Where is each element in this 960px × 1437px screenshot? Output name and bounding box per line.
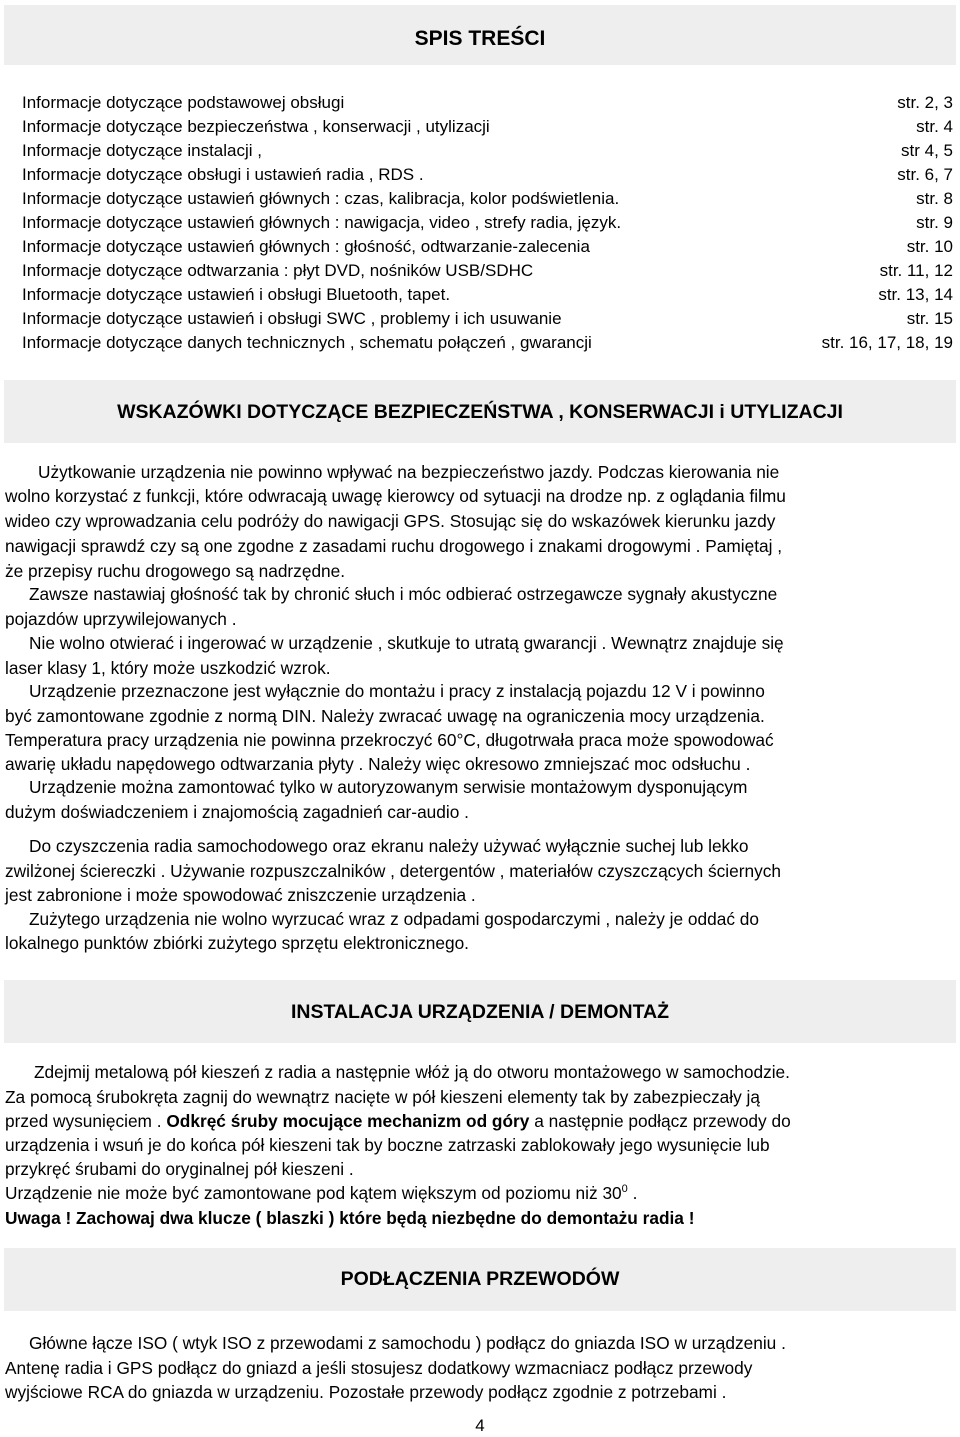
toc-entry xyxy=(22,235,953,259)
toc-entry-title: Informacje dotyczące ustawień głównych : czas, kalibracja, kolor podświetlenia. xyxy=(22,189,620,208)
safety-header-band xyxy=(4,380,956,443)
body-line: jest zabronione i może spowodować zniszczenie urządzenia . xyxy=(5,885,476,905)
page-number: 4 xyxy=(475,1416,485,1435)
text-run: przed wysunięciem . xyxy=(5,1111,167,1131)
body-line: wyjściowe RCA do gniazda w urządzeniu. Pozostałe przewody podłącz zgodnie z potrzebami . xyxy=(5,1382,727,1402)
toc-entry xyxy=(22,259,953,283)
body-line: Główne łącze ISO ( wtyk ISO z przewodami z samochodu ) podłącz do gniazda ISO w urządzeniu . xyxy=(29,1333,786,1353)
toc-entry xyxy=(22,307,953,331)
toc-entry xyxy=(22,211,953,235)
install-header-band xyxy=(4,980,956,1043)
table-of-contents xyxy=(22,91,953,355)
wiring-header-band xyxy=(4,1248,956,1311)
toc-entry-pages: str. 11, 12 xyxy=(879,261,953,280)
body-line: Nie wolno otwierać i ingerować w urządzenie , skutkuje to utratą gwarancji . Wewnątrz znajduje się xyxy=(29,633,784,653)
body-line: Zużytego urządzenia nie wolno wyrzucać wraz z odpadami gospodarczymi , należy je oddać do xyxy=(29,909,760,929)
degree-superscript: 0 xyxy=(621,1183,628,1196)
toc-heading: SPIS TREŚCI xyxy=(414,27,546,50)
body-line: nawigacji sprawdź czy są one zgodne z zasadami ruchu drogowego i znakami drogowymi . Pamiętaj , xyxy=(5,536,783,556)
toc-entry-pages: str. 15 xyxy=(906,309,953,328)
toc-entry xyxy=(22,187,953,211)
toc-entry-title: Informacje dotyczące bezpieczeństwa , konserwacji , utylizacji xyxy=(22,117,490,136)
toc-entry-title: Informacje dotyczące ustawień i obsługi Bluetooth, tapet. xyxy=(22,285,451,304)
toc-entry xyxy=(22,283,953,307)
body-line: urządzenia i wsuń je do końca pół kieszeni tak by boczne zatrzaski zablokowały jego wysunięcie lub xyxy=(5,1135,770,1155)
safety-heading: WSKAZÓWKI DOTYCZĄCE BEZPIECZEŃSTWA , KONSERWACJI i UTYLIZACJI xyxy=(117,401,843,423)
body-line: wideo czy wprowadzania celu podróży do nawigacji GPS. Stosując się do wskazówek kierunku jazdy xyxy=(5,511,776,531)
toc-entry-pages: str. 8 xyxy=(916,189,953,208)
body-line xyxy=(5,1183,637,1204)
toc-entry-title: Informacje dotyczące podstawowej obsługi xyxy=(22,93,345,112)
text-run: a następnie podłącz przewody do xyxy=(529,1111,791,1131)
toc-entry-pages: str. 9 xyxy=(916,213,953,232)
body-line: Użytkowanie urządzenia nie powinno wpływać na bezpieczeństwo jazdy. Podczas kierowania nie xyxy=(38,462,780,482)
body-line: Zdejmij metalową pół kieszeń z radia a następnie włóż ją do otworu montażowego w samochodzie. xyxy=(34,1062,790,1082)
body-line: Temperatura pracy urządzenia nie powinna przekroczyć 60°C, długotrwała praca może spowodować xyxy=(5,730,774,750)
body-line: wolno korzystać z funkcji, które odwracają uwagę kierowcy od sytuacji na drodze np. z oglądania filmu xyxy=(5,486,786,506)
body-line: Za pomocą śrubokręta zagnij do wewnątrz nacięte w pół kieszeni elementy tak by zabezpieczały ją xyxy=(5,1087,760,1107)
body-line: Zawsze nastawiaj głośność tak by chronić słuch i móc odbierać ostrzegawcze sygnały akustyczne xyxy=(29,584,778,604)
toc-entry-pages: str. 16, 17, 18, 19 xyxy=(821,333,953,352)
body-line: Antenę radia i GPS podłącz do gniazd a jeśli stosujesz dodatkowy wzmacniacz podłącz przewody xyxy=(5,1358,753,1378)
body-line: być zamontowane zgodnie z normą DIN. Należy zwracać uwagę na ograniczenia mocy urządzenia. xyxy=(5,706,765,726)
toc-entry-title: Informacje dotyczące instalacji , xyxy=(22,141,262,160)
toc-entry xyxy=(22,331,953,355)
body-line: Urządzenie można zamontować tylko w autoryzowanym serwisie montażowym dysponującym xyxy=(29,777,748,797)
toc-entry-pages: str. 10 xyxy=(906,237,953,256)
text-run: Urządzenie nie może być zamontowane pod kątem większym od poziomu niż 30 xyxy=(5,1183,622,1203)
toc-entry xyxy=(22,115,953,139)
body-line: lokalnego punktów zbiórki zużytego sprzętu elektronicznego. xyxy=(5,933,469,953)
bold-instruction: Odkręć śruby mocujące mechanizm od góry xyxy=(166,1111,530,1131)
body-line: że przepisy ruchu drogowego są nadrzędne. xyxy=(5,561,346,581)
body-line: zwilżonej ściereczki . Używanie rozpuszczalników , detergentów , materiałów czyszczących ściernych xyxy=(5,861,782,881)
toc-entry-title: Informacje dotyczące ustawień głównych : nawigacja, video , strefy radia, język. xyxy=(22,213,622,232)
toc-entry xyxy=(22,91,953,115)
toc-entry-title: Informacje dotyczące danych technicznych , schematu połączeń , gwarancji xyxy=(22,333,592,352)
body-line: Urządzenie przeznaczone jest wyłącznie do montażu i pracy z instalacją pojazdu 12 V i powinno xyxy=(29,681,765,701)
toc-entry-title: Informacje dotyczące odtwarzania : płyt DVD, nośników USB/SDHC xyxy=(22,261,534,280)
body-line: awarię układu napędowego odtwarzania płyty . Należy więc okresowo zmniejszać moc odsłuchu . xyxy=(5,754,751,774)
body-line: laser klasy 1, który może uszkodzić wzrok. xyxy=(5,658,331,678)
install-heading: INSTALACJA URZĄDZENIA / DEMONTAŻ xyxy=(290,1001,670,1023)
toc-entry-pages: str. 13, 14 xyxy=(878,285,953,304)
body-line: dużym doświadczeniem i znajomością zagadnień car-audio . xyxy=(5,802,469,822)
toc-entry-pages: str. 2, 3 xyxy=(897,93,953,112)
text-run: . xyxy=(627,1183,638,1203)
warning-line: Uwaga ! Zachowaj dwa klucze ( blaszki ) które będą niezbędne do demontażu radia ! xyxy=(5,1208,695,1228)
toc-entry-pages: str. 6, 7 xyxy=(897,165,953,184)
wiring-heading: PODŁĄCZENIA PRZEWODÓW xyxy=(340,1268,620,1290)
toc-entry xyxy=(22,139,953,163)
body-line: pojazdów uprzywilejowanych . xyxy=(5,609,237,629)
toc-entry-title: Informacje dotyczące ustawień głównych : głośność, odtwarzanie-zalecenia xyxy=(22,237,590,256)
body-line xyxy=(5,1111,791,1132)
toc-entry xyxy=(22,163,953,187)
toc-entry-pages: str. 4 xyxy=(916,117,953,136)
toc-header-band xyxy=(4,5,956,65)
toc-entry-pages: str 4, 5 xyxy=(901,141,953,160)
body-line: przykręć śrubami do oryginalnej pół kieszeni . xyxy=(5,1159,354,1179)
toc-entry-title: Informacje dotyczące ustawień i obsługi SWC , problemy i ich usuwanie xyxy=(22,309,562,328)
body-line: Do czyszczenia radia samochodowego oraz ekranu należy używać wyłącznie suchej lub lekko xyxy=(29,836,749,856)
toc-entry-title: Informacje dotyczące obsługi i ustawień radia , RDS . xyxy=(22,165,424,184)
